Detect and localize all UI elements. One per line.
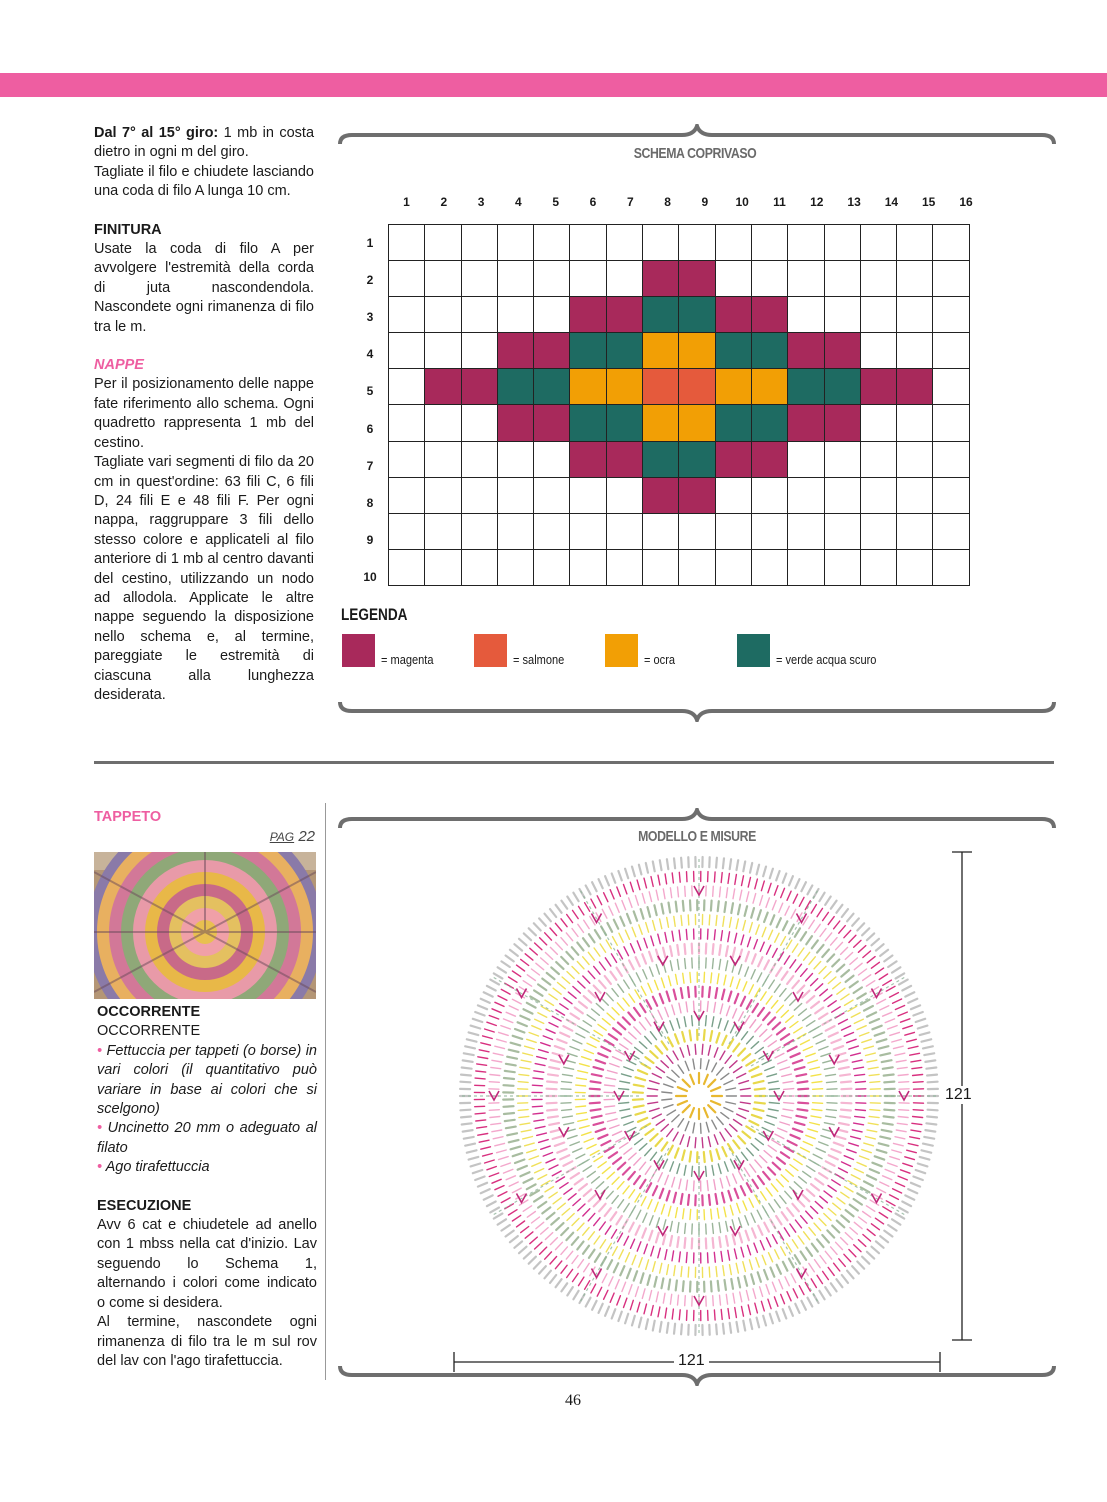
grid-cell: [715, 513, 751, 549]
grid-cell: [497, 225, 533, 261]
nappe-paragraph-2: Tagliate vari segmenti di filo da 20 cm in quest'ordine: 63 fili C, 6 fili D, 24 fili E e 48 fili F. Per ogni nappa, raggruppare 3 fili dello stesso colore e applicateli al filo anteriore di 1 mb al centro davanti del cestino, utilizzando un nodo ad allodola. Applicate le altre nappe seguendo la disposizione nello schema e, al termine, pareggiate le estremità di ciascuna alla lunghezza desiderata.: [94, 454, 314, 703]
grid-row: [389, 405, 970, 441]
grid-cell: [606, 441, 642, 477]
grid-cell: [461, 261, 497, 297]
grid-row: [389, 477, 970, 513]
grid-cell: [389, 297, 425, 333]
grid-cell: [933, 441, 969, 477]
row-number: 9: [366, 532, 374, 547]
grid-cell: [534, 405, 570, 441]
grid-cell: [534, 477, 570, 513]
grid-cell: [606, 333, 642, 369]
grid-cell: [497, 549, 533, 585]
grid-cell: [824, 297, 860, 333]
column-number: 5: [552, 195, 560, 209]
grid-cell: [425, 225, 461, 261]
column-number: 1: [403, 195, 410, 209]
grid-cell: [643, 477, 679, 513]
grid-cell: [497, 441, 533, 477]
grid-cell: [715, 333, 751, 369]
column-number: 8: [664, 195, 671, 209]
grid-cell: [824, 333, 860, 369]
section-divider: [94, 761, 1054, 764]
esecuzione-heading: ESECUZIONE: [97, 1197, 192, 1214]
legend-swatch: [342, 634, 375, 667]
grid-cell: [497, 405, 533, 441]
grid-cell: [715, 441, 751, 477]
grid-cell: [751, 333, 787, 369]
grid-cell: [715, 549, 751, 585]
grid-row: [389, 513, 970, 549]
rounds-heading: Dal 7° al 15° giro:: [94, 125, 219, 141]
grid-cell: [389, 261, 425, 297]
legend-label: = verde acqua scuro: [776, 652, 877, 667]
column-number: 10: [735, 195, 749, 209]
grid-cell: [788, 225, 824, 261]
grid-cell: [679, 297, 715, 333]
grid-cell: [933, 369, 969, 405]
column-number: 14: [884, 195, 899, 209]
grid-row: [389, 441, 970, 477]
grid-cell: [751, 225, 787, 261]
width-measure: 121: [674, 1352, 709, 1370]
grid-cell: [897, 513, 933, 549]
grid-cell: [860, 225, 896, 261]
grid-cell: [860, 477, 896, 513]
grid-cell: [897, 261, 933, 297]
legend-title: LEGENDA: [341, 605, 408, 624]
grid-cell: [933, 297, 969, 333]
rug-photo: [94, 852, 316, 999]
grid-cell: [534, 549, 570, 585]
grid-cell: [824, 549, 860, 585]
grid-cell: [425, 513, 461, 549]
grid-cell: [860, 333, 896, 369]
grid-cell: [425, 549, 461, 585]
grid-cell: [860, 261, 896, 297]
instructions-bottom: [97, 1003, 317, 1371]
grid-cell: [461, 513, 497, 549]
row-number: 7: [366, 458, 374, 473]
finish-heading: FINITURA: [94, 221, 162, 238]
grid-cell: [751, 405, 787, 441]
grid-cell: [461, 225, 497, 261]
row-number: 6: [366, 421, 374, 436]
grid-cell: [425, 297, 461, 333]
grid-cell: [570, 225, 606, 261]
grid-cell: [788, 477, 824, 513]
grid-cell: [824, 513, 860, 549]
grid-cell: [606, 261, 642, 297]
grid-cell: [643, 441, 679, 477]
grid-cell: [606, 369, 642, 405]
grid-cell: [788, 369, 824, 405]
grid-cell: [788, 405, 824, 441]
column-number: 12: [810, 195, 824, 209]
grid-cell: [679, 441, 715, 477]
grid-cell: [461, 405, 497, 441]
grid-cell: [788, 297, 824, 333]
legend-swatch: [737, 634, 770, 667]
column-rule: [325, 803, 326, 1380]
tappeto-heading-block: [94, 808, 314, 827]
grid-cell: [643, 297, 679, 333]
rounds-paragraph: [94, 124, 314, 163]
grid-cell: [389, 549, 425, 585]
grid-cell: [606, 549, 642, 585]
pag-prefix: PAG: [269, 830, 295, 844]
legend-label: = magenta: [381, 652, 434, 667]
grid-cell: [860, 405, 896, 441]
column-number: 3: [477, 195, 485, 209]
grid-cell: [389, 225, 425, 261]
column-number: 13: [847, 195, 861, 209]
grid-cell: [715, 405, 751, 441]
grid-cell: [715, 477, 751, 513]
grid-cell: [570, 549, 606, 585]
grid-cell: [679, 513, 715, 549]
esecuzione-paragraph-2: Al termine, nascondete ogni rimanenza di filo tra le m sul rov del lav con l'ago tirafettuccia.: [97, 1314, 317, 1369]
grid-cell: [643, 369, 679, 405]
grid-cell: [497, 297, 533, 333]
column-number: 6: [589, 195, 597, 209]
grid-cell: [534, 225, 570, 261]
grid-cell: [933, 225, 969, 261]
row-number: 2: [366, 273, 374, 288]
grid-cell: [860, 549, 896, 585]
tappeto-heading: TAPPETO: [94, 809, 162, 825]
grid-cell: [425, 333, 461, 369]
grid-cell: [643, 405, 679, 441]
grid-cell: [751, 549, 787, 585]
grid-cell: [933, 549, 969, 585]
legend-swatch: [605, 634, 638, 667]
grid-cell: [679, 549, 715, 585]
grid-cell: [751, 441, 787, 477]
grid-cell: [497, 513, 533, 549]
grid-cell: [788, 513, 824, 549]
column-number: 7: [626, 195, 634, 209]
color-chart-grid: [388, 224, 970, 586]
grid-cell: [497, 261, 533, 297]
finish-paragraph: Usate la coda di filo A per avvolgere l'estremità della corda di juta nascondendola. Nascondete ogni rimanenza di filo tra le m.: [94, 241, 314, 335]
grid-cell: [606, 297, 642, 333]
grid-cell: [715, 297, 751, 333]
grid-cell: [497, 369, 533, 405]
nappe-heading: NAPPE: [94, 357, 144, 374]
grid-cell: [933, 261, 969, 297]
grid-cell: [860, 297, 896, 333]
grid-cell: [897, 477, 933, 513]
grid-cell: [897, 549, 933, 585]
grid-cell: [933, 405, 969, 441]
grid-cell: [897, 297, 933, 333]
grid-cell: [860, 513, 896, 549]
measurement-lines: [440, 840, 1000, 1380]
grid-cell: [606, 225, 642, 261]
grid-cell: [824, 225, 860, 261]
grid-cell: [606, 513, 642, 549]
row-number: 1: [366, 236, 374, 250]
chart-title: SCHEMA COPRIVASO: [633, 145, 757, 162]
rounds-text: 1 mb in costa dietro in ogni m del giro.: [94, 125, 315, 161]
page-number: 46: [565, 1392, 581, 1409]
grid-cell: [534, 513, 570, 549]
instructions-top: [94, 124, 314, 705]
grid-cell: [897, 441, 933, 477]
material-item-2: • Uncinetto 20 mm o adeguato al filato: [97, 1120, 317, 1156]
grid-cell: [570, 441, 606, 477]
grid-row: [389, 261, 970, 297]
row-number: 10: [363, 569, 377, 584]
grid-cell: [570, 513, 606, 549]
grid-cell: [389, 369, 425, 405]
grid-cell: [679, 405, 715, 441]
grid-cell: [425, 369, 461, 405]
occorrente-subheading: OCCORRENTE: [97, 1023, 201, 1040]
grid-cell: [570, 477, 606, 513]
grid-cell: [679, 225, 715, 261]
grid-row: [389, 333, 970, 369]
top-accent-bar: [0, 73, 1107, 97]
grid-row: [389, 549, 970, 585]
grid-cell: [715, 225, 751, 261]
grid-row: [389, 225, 970, 261]
grid-cell: [897, 333, 933, 369]
grid-cell: [824, 405, 860, 441]
grid-cell: [679, 333, 715, 369]
grid-cell: [570, 405, 606, 441]
grid-cell: [933, 333, 969, 369]
legend-label: = ocra: [644, 652, 676, 667]
grid-cell: [461, 369, 497, 405]
grid-cell: [425, 441, 461, 477]
column-number: 15: [922, 195, 936, 209]
grid-cell: [425, 261, 461, 297]
grid-cell: [643, 225, 679, 261]
grid-cell: [497, 477, 533, 513]
diagram-title: MODELLO E MISURE: [638, 828, 756, 845]
row-number: 3: [366, 310, 374, 325]
grid-cell: [570, 261, 606, 297]
grid-cell: [897, 405, 933, 441]
legend-swatch: [474, 634, 507, 667]
grid-cell: [534, 333, 570, 369]
legend-label: = salmone: [513, 652, 565, 667]
column-number: 4: [515, 195, 522, 209]
grid-cell: [534, 261, 570, 297]
grid-cell: [643, 513, 679, 549]
grid-cell: [897, 369, 933, 405]
grid-cell: [933, 513, 969, 549]
grid-cell: [389, 477, 425, 513]
grid-cell: [461, 549, 497, 585]
grid-cell: [824, 441, 860, 477]
grid-cell: [570, 369, 606, 405]
grid-row: [389, 369, 970, 405]
grid-cell: [679, 261, 715, 297]
grid-cell: [788, 441, 824, 477]
grid-cell: [860, 369, 896, 405]
grid-cell: [679, 369, 715, 405]
cut-paragraph: Tagliate il filo e chiudete lasciando una coda di filo A lunga 10 cm.: [94, 163, 314, 200]
grid-cell: [788, 549, 824, 585]
height-measure: 121: [941, 1086, 976, 1104]
grid-cell: [606, 405, 642, 441]
grid-cell: [534, 297, 570, 333]
grid-cell: [461, 477, 497, 513]
column-number: 9: [701, 195, 709, 209]
material-item-3: • Ago tirafettuccia: [97, 1159, 210, 1176]
grid-cell: [389, 405, 425, 441]
page-reference: [240, 828, 315, 845]
grid-cell: [425, 477, 461, 513]
material-item-1: • Fettuccia per tappeti (o borse) in vari colori (il quantitativo può variare in base ai colori che si scelgono): [97, 1042, 317, 1118]
grid-cell: [389, 441, 425, 477]
grid-cell: [606, 477, 642, 513]
grid-cell: [643, 549, 679, 585]
grid-cell: [751, 513, 787, 549]
column-number: 11: [773, 195, 786, 209]
row-number: 4: [366, 347, 374, 362]
grid-cell: [824, 261, 860, 297]
top-brace-lower: [338, 698, 1056, 722]
grid-cell: [679, 477, 715, 513]
grid-cell: [751, 369, 787, 405]
grid-cell: [534, 441, 570, 477]
grid-cell: [643, 333, 679, 369]
occorrente-heading: OCCORRENTE: [97, 1004, 201, 1020]
grid-cell: [897, 225, 933, 261]
grid-cell: [570, 333, 606, 369]
grid-cell: [461, 441, 497, 477]
grid-row: [389, 297, 970, 333]
grid-cell: [824, 477, 860, 513]
grid-cell: [389, 333, 425, 369]
column-number: 2: [440, 195, 448, 209]
grid-cell: [751, 477, 787, 513]
esecuzione-paragraph-1: Avv 6 cat e chiudetele ad anello con 1 mbss nella cat d'inizio. Lav seguendo lo Schema 1, alternando i colori come indicato o come si desidera.: [97, 1217, 317, 1311]
nappe-paragraph-1: Per il posizionamento delle nappe fate riferimento allo schema. Ogni quadretto rappresenta 1 mb del cestino.: [94, 376, 314, 451]
column-number: 16: [959, 195, 973, 209]
grid-cell: [751, 261, 787, 297]
grid-cell: [534, 369, 570, 405]
grid-cell: [933, 477, 969, 513]
grid-cell: [643, 261, 679, 297]
grid-cell: [425, 405, 461, 441]
grid-cell: [461, 297, 497, 333]
grid-cell: [461, 333, 497, 369]
grid-cell: [497, 333, 533, 369]
grid-cell: [715, 261, 751, 297]
pag-number: 22: [298, 828, 315, 845]
grid-cell: [715, 369, 751, 405]
row-number: 8: [366, 495, 374, 510]
grid-cell: [570, 297, 606, 333]
grid-cell: [751, 297, 787, 333]
grid-cell: [788, 333, 824, 369]
grid-cell: [389, 513, 425, 549]
grid-cell: [860, 441, 896, 477]
row-number: 5: [366, 384, 374, 399]
grid-cell: [824, 369, 860, 405]
grid-cell: [788, 261, 824, 297]
